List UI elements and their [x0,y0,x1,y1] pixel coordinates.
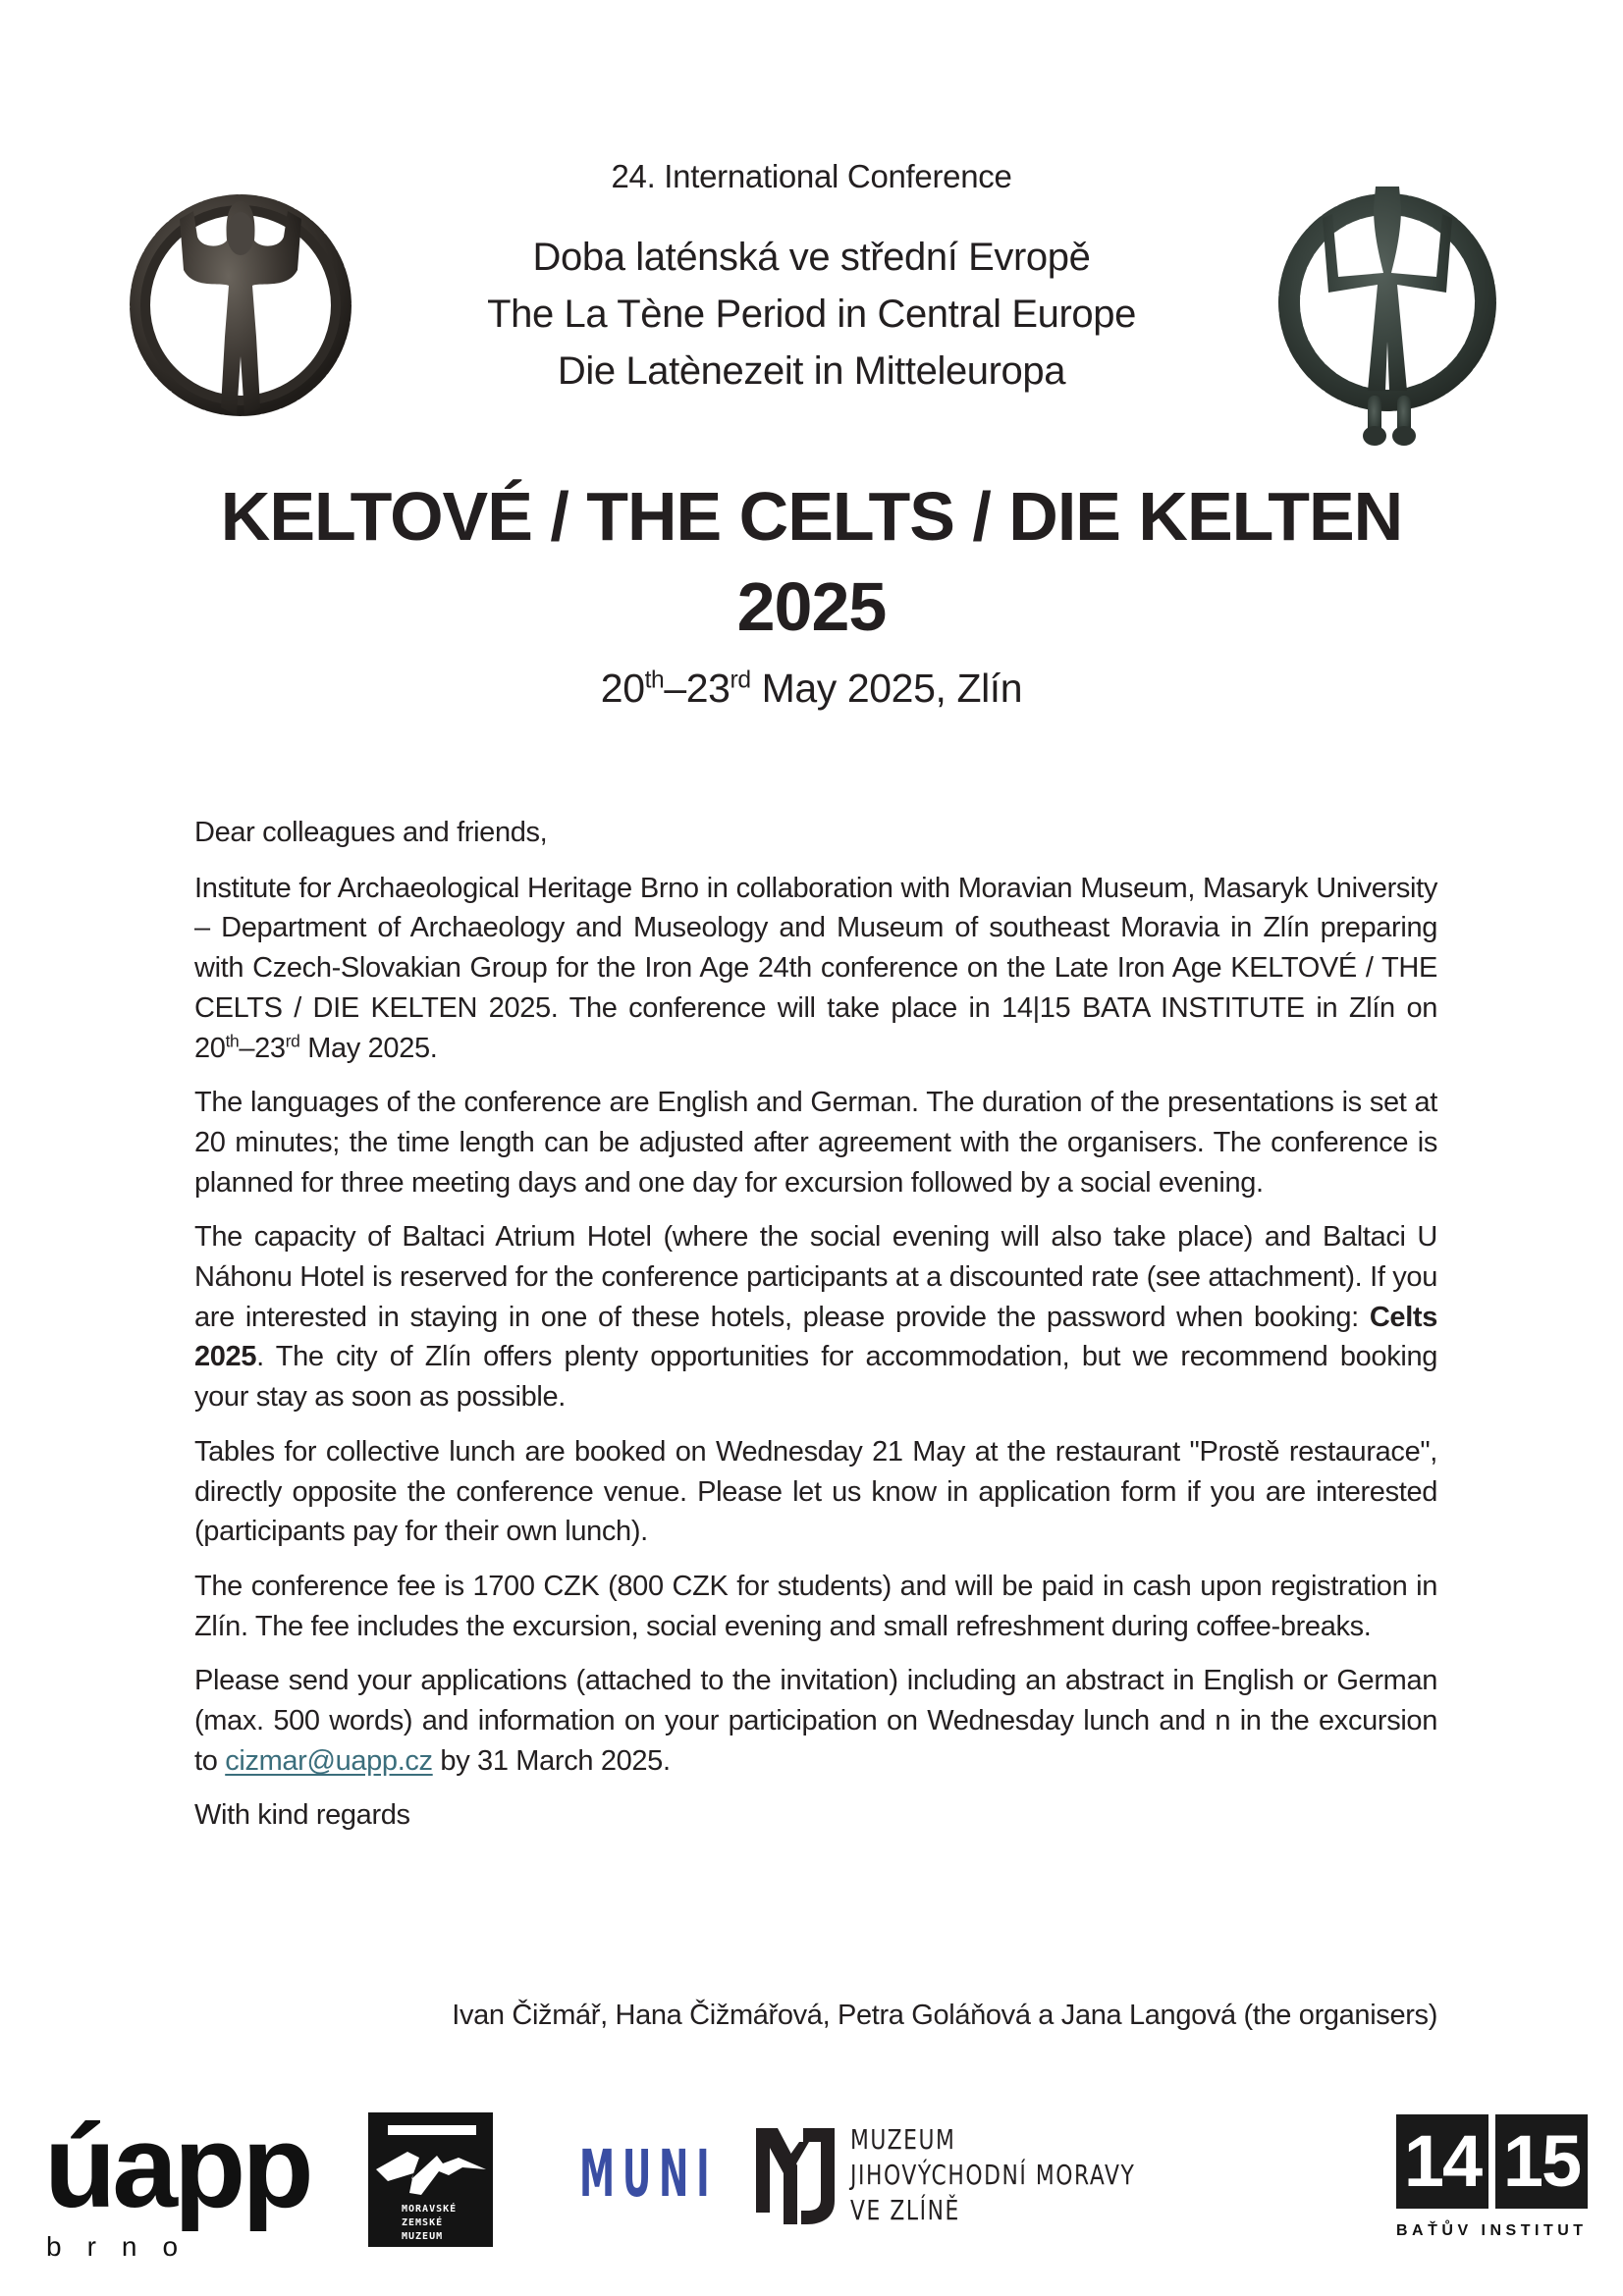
paragraph-text-end: by 31 March 2025. [432,1744,671,1777]
end-day: 23 [254,1032,286,1064]
start-day: 20 [600,666,645,711]
paragraph-lunch: Tables for collective lunch are booked on Wednesday 21 May at the restaurant "Prostě restaurace", directly opposite the conference venue. Please let us know in application form if you are interested (participants pay for their own lunch). [194,1435,1437,1548]
conference-number: 24. International Conference [611,158,1012,194]
muni-logo: MUNI [579,2136,718,2212]
conference-dates [0,664,1623,713]
paragraph-accommodation [194,1217,1437,1417]
paragraph-text: Please send your applications (attached to the invitation) including an abstract in English or German (max. 500 words) and information on your participation on Wednesday lunch and n in the excursion to [194,1665,1437,1777]
start-day: 20 [194,1032,226,1064]
museum-southeast-moravia-logo [756,2122,1345,2230]
end-day-suffix: rd [730,667,751,694]
bata-logo-14: 14 [1396,2114,1488,2209]
end-day: 23 [685,666,730,711]
mjm-line: MUZEUM [850,2123,956,2156]
bata-institute-logo [1396,2114,1593,2252]
paragraph-languages: The languages of the conference are English and German. The duration of the presentations is set at 20 minutes; the time length can be adjusted after agreement with the organisers. The conference is planned for three meeting days and one day for excursion followed by a social evening. [194,1087,1437,1199]
paragraph-text: The capacity of Baltaci Atrium Hotel (where the social evening will also take place) and Baltaci U Náhonu Hotel is reserved for the conference participants at a discounted rate (see attachment). If you are interested in staying in one of these hotels, please provide the password when booking: [194,1221,1437,1333]
mzm-line: MORAVSKÉ [402,2204,458,2215]
mzm-line: MUZEUM [402,2231,444,2242]
main-title-line1: KELTOVÉ / THE CELTS / DIE KELTEN [220,478,1403,555]
organisers-signature: Ivan Čižmář, Hana Čižmářová, Petra Goláňová a Jana Langová (the organisers) [452,2000,1437,2031]
bata-logo-15: 15 [1495,2114,1588,2209]
paragraph-text-end: . The city of Zlín offers plenty opportunities for accommodation, but we recommend booking your stay as soon as possible. [194,1341,1437,1414]
letter-body [194,813,1437,1850]
paragraph-applications [194,1661,1437,1781]
mjm-line: VE ZLÍNĚ [850,2194,960,2226]
email-link[interactable]: cizmar@uapp.cz [225,1744,433,1777]
uapp-logo-word: úapp [44,2101,310,2232]
date-dash: – [664,666,686,711]
moravian-museum-logo [368,2112,493,2247]
greeting: Dear colleagues and friends, [194,817,548,848]
date-month-place: May 2025, Zlín [750,666,1023,711]
paragraph-text-end: May 2025. [299,1032,438,1064]
mjm-monogram-icon [756,2126,840,2224]
paragraph-organizers [194,869,1437,1069]
mzm-logo-text [402,2203,490,2244]
mjm-logo-text [850,2122,1135,2228]
subtitle-german: Die Latènezeit in Mitteleuropa [557,349,1066,393]
end-day-suffix: rd [285,1031,300,1051]
uapp-brno-logo [44,2101,339,2266]
uapp-logo-sub: brno [46,2231,204,2262]
mjm-line: JIHOVÝCHODNÍ MORAVY [850,2159,1136,2191]
booking-password: Celts 2025 [194,1301,1437,1373]
conference-subtitles [0,229,1623,400]
paragraph-text: Institute for Archaeological Heritage Brno in collaboration with Moravian Museum, Masaryk University – Department of Archaeology and Museology and Museum of southeast Moravia in Zlín preparing with Czech-Slovakian Group for the Iron Age 24th conference on the Late Iron Age KELTOVÉ / THE CELTS / DIE KELTEN 2025. The conference will take place in 14|15 BATA INSTITUTE in Zlín on [194,872,1437,1024]
mzm-line: ZEMSKÉ [402,2217,444,2228]
main-title [0,471,1623,652]
start-day-suffix: th [644,667,665,694]
bata-logo-caption: BAŤŮV INSTITUT [1396,2222,1588,2239]
closing: With kind regards [194,1799,410,1832]
date-dash: – [239,1032,255,1064]
paragraph-fee: The conference fee is 1700 CZK (800 CZK for students) and will be paid in cash upon registration in Zlín. The fee includes the excursion, social evening and small refreshment during coffee-breaks. [194,1570,1437,1642]
subtitle-czech: Doba laténská ve střední Evropě [532,236,1091,279]
subtitle-english: The La Tène Period in Central Europe [487,293,1136,336]
start-day-suffix: th [225,1031,240,1051]
mzm-emblem-icon [368,2112,493,2199]
main-title-year: 2025 [736,568,887,645]
partner-logos [0,2101,1623,2287]
